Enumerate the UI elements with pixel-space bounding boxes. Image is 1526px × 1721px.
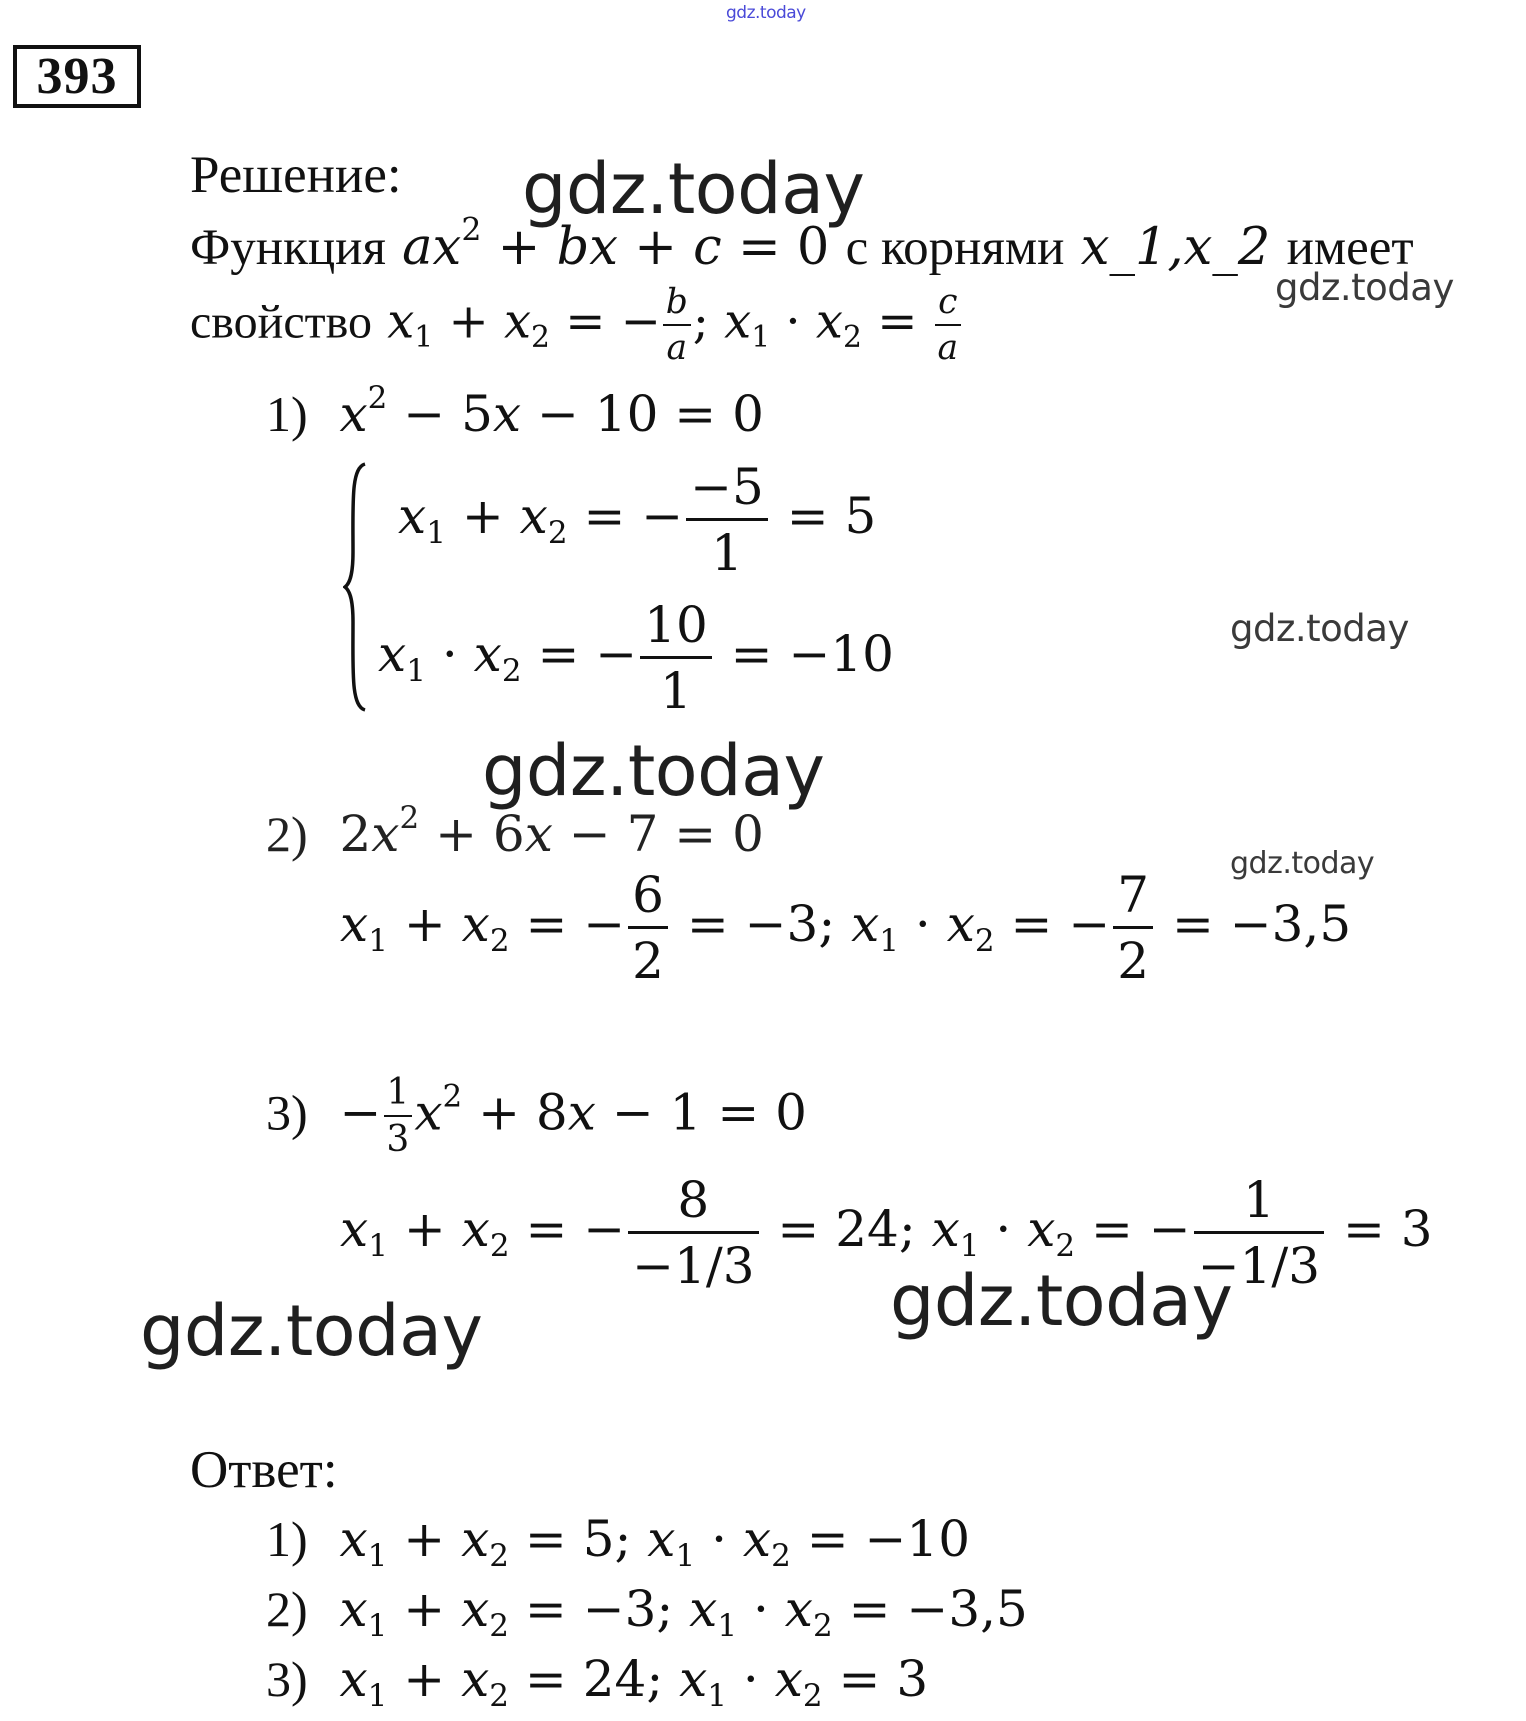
root-2: x_2 <box>1183 218 1271 277</box>
answer-3: 3) $x_1 + x_2 = 24$; $x_1 \cdot x_2 = 3$ <box>266 1650 929 1714</box>
watermark: gdz.today <box>140 1290 483 1372</box>
answer-1: 1) $x_1 + x_2 = 5$; $x_1 \cdot x_2 = -10$ <box>266 1510 971 1574</box>
intro-word-property: свойство <box>190 295 372 349</box>
answer-2-sum: −3 <box>582 1580 657 1638</box>
system-brace <box>343 462 367 712</box>
item-2-label: 2) <box>266 806 308 862</box>
answer-1-product: −10 <box>864 1510 971 1568</box>
item-1-sum: $x_1 + x_2$ = − $\frac{-5}{1}$ = 5 <box>398 458 877 582</box>
answer-1-sum: 5 <box>582 1510 615 1568</box>
answer-2-label: 2) <box>266 1581 308 1637</box>
watermark: gdz.today <box>1230 607 1409 650</box>
answer-1-label: 1) <box>266 1511 308 1567</box>
root-1: x_1, <box>1080 218 1184 277</box>
item-1-label: 1) <box>266 386 308 442</box>
answer-2: 2) $x_1 + x_2 = -3$; $x_1 \cdot x_2 = -3,5$ <box>266 1580 1028 1644</box>
intro-word-function: Функция <box>190 220 386 276</box>
intro-word-roots: с корнями <box>845 220 1065 276</box>
answer-2-product: −3,5 <box>906 1580 1028 1638</box>
answer-3-sum: 24 <box>582 1650 647 1708</box>
solution-label: Решение: <box>190 146 402 204</box>
item-2-relations: $x_1 + x_2$ = − $\frac{6}{2}$ = −3; $x_1 \cdot x_2$ = − $\frac{7}{2}$ = −3,5 <box>340 866 1352 990</box>
item-3-label: 3) <box>266 1084 308 1141</box>
watermark: gdz.today <box>726 3 806 23</box>
problem-number: 393 <box>13 45 141 108</box>
item-3: 3) − $\frac{1}{3}$ $x^2 + 8x - 1 = 0$ <box>266 1072 807 1161</box>
intro-word-has: имеет <box>1286 220 1414 276</box>
watermark: gdz.today <box>890 1260 1233 1342</box>
item-1: 1) $x^2 - 5x - 10 = 0$ <box>266 379 764 443</box>
answer-label: Ответ: <box>190 1441 338 1499</box>
watermark: gdz.today <box>522 148 865 230</box>
item-3-relations: $x_1 + x_2$ = − $\frac{8}{-1/3}$ = 24; $x_1 \cdot x_2$ = − $\frac{1}{-1/3}$ = 3 <box>340 1171 1433 1295</box>
intro-line-1: Функция $ax^2$ + bx + c = 0 с корнями x_1,x_2 имеет <box>190 212 1414 277</box>
answer-3-product: 3 <box>896 1650 929 1708</box>
item-1-product: $x_1 \cdot x_2$ = − $\frac{10}{1}$ = −10 <box>378 596 894 720</box>
intro-line-2: свойство $x_1 + x_2$ = − $\frac{b}{a}$ ; $x_1 \cdot x_2$ = $\frac{c}{a}$ <box>190 285 963 365</box>
watermark: gdz.today <box>1230 846 1375 881</box>
watermark: gdz.today <box>482 730 825 812</box>
watermark: gdz.today <box>1275 266 1454 309</box>
item-2: 2) $2x^2 + 6x - 7 = 0$ <box>266 799 764 863</box>
answer-3-label: 3) <box>266 1651 308 1707</box>
